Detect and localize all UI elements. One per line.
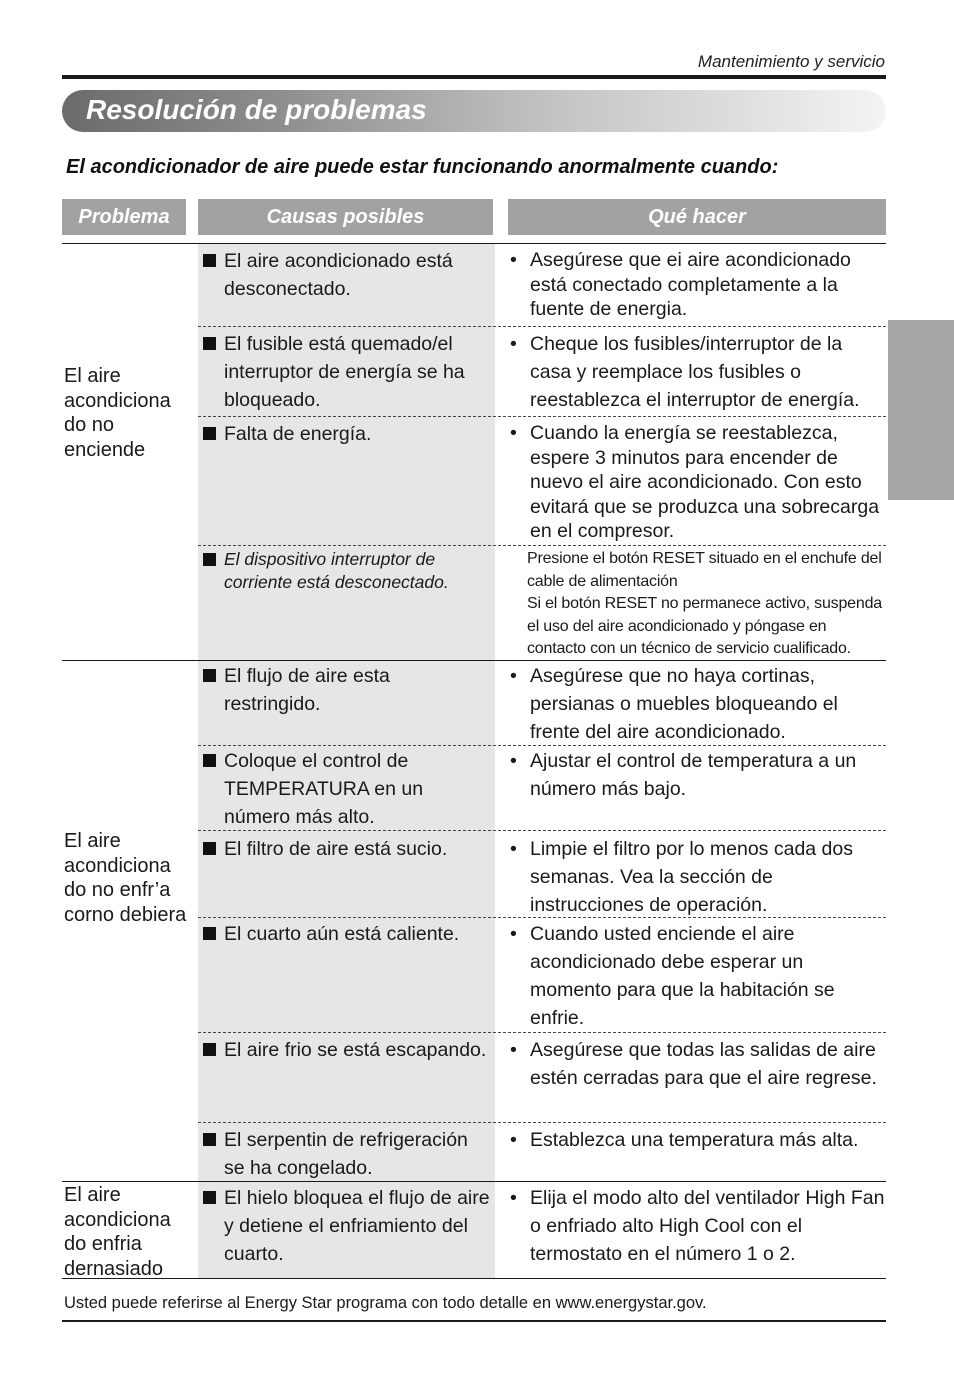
square-bullet-icon — [203, 254, 216, 267]
todo-cell: • Cheque los fusibles/interruptor de la casa y reemplace los fusibles o reestablezca el interruptor de energía. — [508, 330, 886, 414]
todo-cell: • Cuando usted enciende el aire acondicionado debe esperar un momento para que la habitación se enfrie. — [508, 920, 886, 1032]
todo-cell: • Asegúrese que ei aire acondicionado está conectado completamente a la fuente de energia. — [510, 249, 851, 320]
todo-cell: • Asegúrese que no haya cortinas, persianas o muebles bloqueando el frente del aire acondicionado. — [508, 662, 886, 746]
header-rule — [62, 75, 886, 79]
square-bullet-icon — [203, 669, 216, 682]
bullet-icon: • — [510, 333, 517, 355]
cause-cell: El fusible está quemado/el interruptor de energía se ha bloqueado. — [203, 330, 491, 414]
cause-cell: Coloque el control de TEMPERATURA en un número más alto. — [203, 747, 491, 831]
bullet-icon: • — [510, 665, 517, 687]
square-bullet-icon — [203, 427, 216, 440]
row-divider — [198, 326, 886, 327]
bullet-icon: • — [510, 249, 517, 271]
bullet-icon: • — [510, 750, 517, 772]
cause-cell: El aire acondicionado está desconectado. — [203, 247, 491, 303]
page-title: Resolución de problemas — [86, 94, 427, 125]
problem-cell: El aire acondiciona do no enfr’a corno debiera — [64, 830, 187, 926]
square-bullet-icon — [203, 1191, 216, 1204]
column-header-causes: Causas posibles — [198, 199, 493, 235]
bullet-icon: • — [510, 923, 517, 945]
column-header-todo: Qué hacer — [508, 199, 886, 235]
todo-cell: • Ajustar el control de temperatura a un número más bajo. — [508, 747, 886, 803]
bullet-icon: • — [510, 422, 517, 444]
bullet-icon: • — [510, 838, 517, 860]
problem-cell: El aire acondiciona do enfria dernasiado — [64, 1184, 171, 1280]
todo-cell: Presione el botón RESET situado en el enchufe del cable de alimentación Si el botón RESET no permanece activo, suspenda el uso del aire acondicionado y póngase en contacto con un técnico de servicio cualificado. — [527, 550, 882, 657]
bullet-icon: • — [510, 1187, 517, 1209]
section-label: Mantenimiento y servicio — [697, 52, 885, 71]
row-divider — [198, 545, 886, 546]
todo-cell: • Asegúrese que todas las salidas de aire estén cerradas para que el aire regrese. — [508, 1036, 886, 1092]
problem-cell: El aire acondiciona do no enciende — [64, 365, 171, 461]
side-tab — [888, 320, 954, 500]
footer-note: Usted puede referirse al Energy Star programa con todo detalle en www.energystar.gov. — [64, 1294, 707, 1312]
square-bullet-icon — [203, 842, 216, 855]
cause-cell: El serpentin de refrigeración se ha congelado. — [203, 1126, 491, 1182]
cause-cell: El cuarto aún está caliente. — [203, 920, 491, 948]
cause-cell: El flujo de aire esta restringido. — [203, 662, 491, 718]
row-divider — [198, 416, 886, 417]
todo-cell: • Cuando la energía se reestablezca, espere 3 minutos para encender de nuevo el aire acondicionado. Con esto evitará que se produzca una sobrecarga en el compresor. — [510, 422, 880, 542]
todo-cell: • Establezca una temperatura más alta. — [508, 1126, 886, 1154]
table-top-rule — [62, 243, 886, 244]
todo-cell: • Limpie el filtro por lo menos cada dos semanas. Vea la sección de instrucciones de operación. — [508, 835, 886, 919]
square-bullet-icon — [203, 1133, 216, 1146]
square-bullet-icon — [203, 927, 216, 940]
square-bullet-icon — [203, 337, 216, 350]
square-bullet-icon — [203, 1043, 216, 1056]
cause-cell: El dispositivo interruptor de corriente está desconectado. — [203, 548, 491, 593]
todo-cell: • Elija el modo alto del ventilador High Fan o enfriado alto High Cool con el termostato en el número 1 o 2. — [508, 1184, 886, 1268]
cause-cell: Falta de energía. — [203, 420, 491, 448]
footer-rule — [62, 1320, 886, 1322]
row-divider — [198, 1122, 886, 1123]
cause-cell: El aire frio se está escapando. — [203, 1036, 491, 1064]
square-bullet-icon — [203, 553, 216, 566]
column-header-problem: Problema — [62, 199, 186, 235]
page-subtitle: El acondicionador de aire puede estar funcionando anormalmente cuando: — [66, 156, 779, 178]
bullet-icon: • — [510, 1039, 517, 1061]
cause-cell: El hielo bloquea el flujo de aire y detiene el enfriamiento del cuarto. — [203, 1184, 491, 1268]
square-bullet-icon — [203, 754, 216, 767]
row-divider — [198, 1032, 886, 1033]
cause-cell: El filtro de aire está sucio. — [203, 835, 491, 863]
bullet-icon: • — [510, 1129, 517, 1151]
